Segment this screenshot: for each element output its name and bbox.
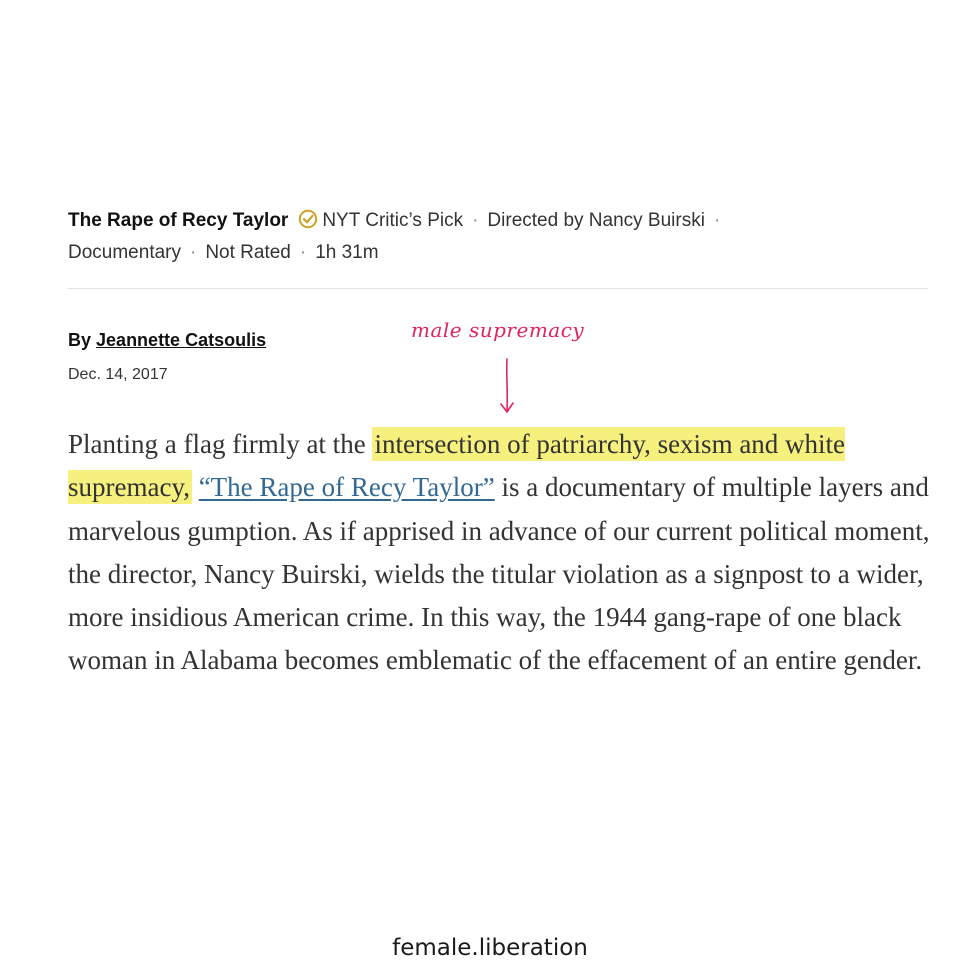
separator-dot: ·: [713, 210, 721, 231]
critics-pick-label: NYT Critic’s Pick: [322, 210, 464, 231]
handwritten-annotation: male supremacy: [411, 318, 585, 342]
genre: Documentary: [68, 242, 181, 263]
film-title: The Rape of Recy Taylor: [68, 210, 289, 231]
separator-dot: ·: [472, 210, 479, 231]
critics-pick-check-icon: [298, 209, 318, 238]
divider: [68, 288, 928, 289]
paragraph-rest: is a documentary of multiple layers and marvelous gumption. As if apprised in advance of our current political moment, the director, Nancy Buirski, wields the titular violation as a signpost to a wider, more insidious American crime. In this way, the 1944 gang-rape of one black woman in Alabama becomes emblematic of the effacement of an entire gender.: [68, 472, 930, 676]
director-credit: Directed by Nancy Buirski: [487, 210, 705, 231]
film-title-link[interactable]: “The Rape of Recy Taylor”: [198, 472, 495, 503]
paragraph-lead: Planting a flag firmly at the: [68, 429, 366, 459]
author-link[interactable]: Jeannette Catsoulis: [96, 330, 267, 350]
separator-dot: ·: [299, 242, 307, 263]
publish-date: Dec. 14, 2017: [68, 366, 168, 383]
watermark: female.liberation: [392, 935, 588, 961]
annotation-arrow-icon: [498, 357, 516, 417]
runtime: 1h 31m: [315, 242, 379, 263]
byline: [68, 330, 266, 351]
byline-prefix: By: [68, 330, 92, 350]
highlighted-phrase: intersection of patriarchy, sexism and white supremacy,: [68, 429, 846, 503]
film-metadata: [68, 206, 928, 267]
separator-dot: ·: [190, 242, 197, 263]
article-paragraph: [68, 423, 938, 683]
rating: Not Rated: [205, 242, 291, 263]
